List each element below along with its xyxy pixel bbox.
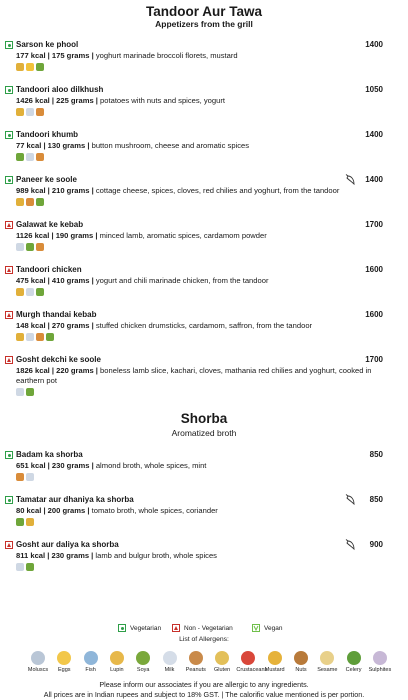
allergen-icon bbox=[36, 108, 44, 116]
allergen-icon bbox=[16, 108, 24, 116]
allergen-label: Fish bbox=[85, 667, 96, 673]
allergen-label: Eggs bbox=[58, 667, 71, 673]
allergen-label: Gluten bbox=[213, 667, 231, 673]
section-subtitle-tandoor: Appetizers from the grill bbox=[155, 19, 253, 29]
item-calories: 1126 kcal | 190 grams | bbox=[16, 231, 98, 240]
item-calories: 475 kcal | 410 grams | bbox=[16, 276, 94, 285]
eggs-icon bbox=[57, 651, 71, 665]
menu-item bbox=[5, 85, 405, 125]
milk-icon bbox=[163, 651, 177, 665]
menu-item bbox=[5, 130, 405, 170]
allergens-title: List of Allergens: bbox=[179, 636, 229, 643]
item-name: Tamatar aur dhaniya ka shorba bbox=[16, 495, 134, 504]
allergen-label: Crustaceans bbox=[236, 667, 268, 673]
allergen-icon bbox=[16, 518, 24, 526]
allergen-moluscs bbox=[26, 651, 50, 673]
allergen-label: Nuts bbox=[295, 667, 307, 673]
allergen-label: Sesame bbox=[317, 667, 338, 673]
item-price: 1400 bbox=[365, 175, 383, 184]
legend-nonveg bbox=[172, 624, 233, 632]
allergen-icon bbox=[36, 198, 44, 206]
item-calories: 1426 kcal | 225 grams | bbox=[16, 96, 98, 105]
nonveg-mark-icon bbox=[172, 624, 180, 632]
item-name: Tandoori chicken bbox=[16, 265, 82, 274]
item-calories: 77 kcal | 130 grams | bbox=[16, 141, 90, 150]
legend-nonveg-label: Non - Vegetarian bbox=[184, 624, 233, 632]
menu-item bbox=[5, 175, 405, 215]
item-allergen-icons bbox=[16, 153, 44, 162]
allergen-icon bbox=[26, 388, 34, 396]
allergen-icon bbox=[16, 563, 24, 571]
allergen-peanuts bbox=[184, 651, 208, 673]
allergen-label: Milk bbox=[164, 667, 175, 673]
allergen-icon bbox=[16, 63, 24, 71]
allergen-icon bbox=[16, 198, 24, 206]
allergen-soya bbox=[131, 651, 155, 673]
allergen-icon bbox=[16, 153, 24, 161]
allergen-label: Sulphites bbox=[368, 667, 392, 673]
item-ingredients: tomato broth, whole spices, coriander bbox=[89, 506, 218, 515]
item-price: 1700 bbox=[365, 355, 383, 364]
allergen-icon bbox=[46, 333, 54, 341]
nonveg-mark-icon bbox=[5, 311, 13, 319]
veg-mark-icon bbox=[5, 41, 13, 49]
soya-icon bbox=[136, 651, 150, 665]
nuts-icon bbox=[294, 651, 308, 665]
allergen-icon bbox=[16, 243, 24, 251]
allergen-crustaceans bbox=[236, 651, 268, 673]
allergen-lupin bbox=[105, 651, 129, 673]
item-name: Gosht dekchi ke soole bbox=[16, 355, 101, 364]
menu-item bbox=[5, 220, 405, 260]
item-name: Gosht aur daliya ka shorba bbox=[16, 540, 119, 549]
item-calories: 651 kcal | 230 grams | bbox=[16, 461, 94, 470]
item-description bbox=[16, 321, 401, 331]
item-ingredients: stuffed chicken drumsticks, cardamom, saffron, from the tandoor bbox=[93, 321, 313, 330]
legend-vegan bbox=[252, 624, 282, 632]
item-ingredients: boneless lamb slice, kachari, cloves, mathania red chilies and yoghurt, cooked in earthern pot bbox=[16, 366, 372, 385]
allergen-label: Soya bbox=[136, 667, 150, 673]
item-name: Sarson ke phool bbox=[16, 40, 79, 49]
allergen-sesame bbox=[315, 651, 339, 673]
nonveg-mark-icon bbox=[5, 356, 13, 364]
item-ingredients: almond broth, whole spices, mint bbox=[93, 461, 207, 470]
allergen-milk bbox=[158, 651, 182, 673]
mustard-icon bbox=[268, 651, 282, 665]
veg-mark-icon bbox=[5, 451, 13, 459]
item-price: 1600 bbox=[365, 265, 383, 274]
menu-item bbox=[5, 40, 405, 80]
footer-allergy-note: Please inform our associates if you are allergic to any ingredients. bbox=[99, 680, 309, 689]
allergen-icon bbox=[26, 473, 34, 481]
item-description bbox=[16, 461, 401, 471]
veg-mark-icon bbox=[5, 131, 13, 139]
allergen-label: Peanuts bbox=[185, 667, 206, 673]
item-allergen-icons bbox=[16, 288, 44, 297]
item-allergen-icons bbox=[16, 333, 54, 342]
allergen-icon bbox=[16, 288, 24, 296]
allergen-icon-row bbox=[0, 651, 408, 677]
allergen-icon bbox=[36, 243, 44, 251]
item-ingredients: yogurt and chili marinade chicken, from the tandoor bbox=[93, 276, 269, 285]
item-calories: 80 kcal | 200 grams | bbox=[16, 506, 90, 515]
allergen-icon bbox=[26, 333, 34, 341]
menu-item bbox=[5, 355, 405, 395]
allergen-icon bbox=[26, 288, 34, 296]
item-allergen-icons bbox=[16, 563, 34, 572]
allergen-sulphites bbox=[368, 651, 392, 673]
item-description bbox=[16, 186, 401, 196]
item-calories: 811 kcal | 230 grams | bbox=[16, 551, 94, 560]
item-calories: 177 kcal | 175 grams | bbox=[16, 51, 94, 60]
item-price: 1600 bbox=[365, 310, 383, 319]
item-description bbox=[16, 366, 401, 386]
vegan-mark-icon bbox=[252, 624, 260, 632]
sulphites-icon bbox=[373, 651, 387, 665]
veg-mark-icon bbox=[5, 86, 13, 94]
allergen-icon bbox=[26, 563, 34, 571]
item-allergen-icons bbox=[16, 243, 44, 252]
celery-icon bbox=[347, 651, 361, 665]
nonveg-mark-icon bbox=[5, 266, 13, 274]
item-calories: 989 kcal | 210 grams | bbox=[16, 186, 94, 195]
allergen-label: Moluscs bbox=[27, 667, 49, 673]
legend-vegan-label: Vegan bbox=[264, 624, 283, 632]
fish-icon bbox=[84, 651, 98, 665]
allergen-label: Mustard bbox=[264, 667, 285, 673]
item-price: 1400 bbox=[365, 40, 383, 49]
allergen-fish bbox=[79, 651, 103, 673]
veg-mark-icon bbox=[5, 496, 13, 504]
nonveg-mark-icon bbox=[5, 221, 13, 229]
item-description bbox=[16, 96, 401, 106]
item-price: 1400 bbox=[365, 130, 383, 139]
allergen-icon bbox=[36, 63, 44, 71]
allergen-icon bbox=[26, 153, 34, 161]
item-price: 1700 bbox=[365, 220, 383, 229]
allergen-icon bbox=[36, 333, 44, 341]
allergen-icon bbox=[36, 153, 44, 161]
allergen-icon bbox=[26, 243, 34, 251]
peanuts-icon bbox=[189, 651, 203, 665]
item-price: 1050 bbox=[365, 85, 383, 94]
allergen-gluten bbox=[210, 651, 234, 673]
item-allergen-icons bbox=[16, 388, 34, 397]
chili-icon bbox=[345, 493, 357, 505]
legend-veg-label: Vegetarian bbox=[130, 624, 162, 632]
item-name: Murgh thandai kebab bbox=[16, 310, 97, 319]
allergen-mustard bbox=[263, 651, 287, 673]
item-price: 850 bbox=[369, 450, 383, 459]
item-allergen-icons bbox=[16, 198, 44, 207]
item-price: 900 bbox=[369, 540, 383, 549]
item-ingredients: lamb and bulgur broth, whole spices bbox=[93, 551, 217, 560]
allergen-celery bbox=[342, 651, 366, 673]
gluten-icon bbox=[215, 651, 229, 665]
section-title-shorba: Shorba bbox=[180, 411, 228, 426]
allergen-icon bbox=[26, 518, 34, 526]
item-description bbox=[16, 551, 401, 561]
item-description bbox=[16, 231, 401, 241]
item-name: Tandoori aloo dilkhush bbox=[16, 85, 104, 94]
item-name: Badam ka shorba bbox=[16, 450, 83, 459]
item-calories: 148 kcal | 270 grams | bbox=[16, 321, 94, 330]
item-calories: 1826 kcal | 220 grams | bbox=[16, 366, 98, 375]
menu-item bbox=[5, 450, 405, 490]
menu-item bbox=[5, 540, 405, 580]
allergen-nuts bbox=[289, 651, 313, 673]
item-description bbox=[16, 276, 401, 286]
allergen-icon bbox=[36, 288, 44, 296]
item-name: Paneer ke soole bbox=[16, 175, 77, 184]
item-description bbox=[16, 141, 401, 151]
chili-icon bbox=[345, 173, 357, 185]
item-ingredients: minced lamb, aromatic spices, cardamom powder bbox=[97, 231, 267, 240]
sesame-icon bbox=[320, 651, 334, 665]
nonveg-mark-icon bbox=[5, 541, 13, 549]
section-title-tandoor: Tandoor Aur Tawa bbox=[145, 4, 262, 19]
item-description bbox=[16, 506, 401, 516]
allergen-icon bbox=[26, 108, 34, 116]
allergen-icon bbox=[16, 333, 24, 341]
allergen-icon bbox=[16, 473, 24, 481]
item-ingredients: potatoes with nuts and spices, yogurt bbox=[97, 96, 225, 105]
menu-item bbox=[5, 310, 405, 350]
item-ingredients: yoghurt marinade broccoli florets, mustard bbox=[93, 51, 238, 60]
allergen-icon bbox=[26, 198, 34, 206]
chili-icon bbox=[345, 538, 357, 550]
crustaceans-icon bbox=[241, 651, 255, 665]
item-ingredients: button mushroom, cheese and aromatic spices bbox=[89, 141, 250, 150]
lupin-icon bbox=[110, 651, 124, 665]
item-allergen-icons bbox=[16, 63, 44, 72]
item-allergen-icons bbox=[16, 108, 44, 117]
section-subtitle-shorba: Aromatized broth bbox=[171, 428, 237, 438]
menu-item bbox=[5, 495, 405, 535]
allergen-icon bbox=[16, 388, 24, 396]
moluscs-icon bbox=[31, 651, 45, 665]
allergen-label: Lupin bbox=[110, 667, 124, 673]
item-name: Galawat ke kebab bbox=[16, 220, 84, 229]
item-name: Tandoori khumb bbox=[16, 130, 79, 139]
item-description bbox=[16, 51, 401, 61]
item-ingredients: cottage cheese, spices, cloves, red chilies and yoghurt, from the tandoor bbox=[93, 186, 340, 195]
item-allergen-icons bbox=[16, 473, 34, 482]
menu-item bbox=[5, 265, 405, 305]
item-price: 850 bbox=[369, 495, 383, 504]
allergen-icon bbox=[26, 63, 34, 71]
allergen-eggs bbox=[52, 651, 76, 673]
footer-price-note: All prices are in Indian rupees and subject to 18% GST. | The calorific value mentioned is per portion. bbox=[43, 690, 365, 699]
allergen-label: Celery bbox=[345, 667, 362, 673]
item-allergen-icons bbox=[16, 518, 34, 527]
legend-veg bbox=[118, 624, 161, 632]
veg-mark-icon bbox=[118, 624, 126, 632]
veg-mark-icon bbox=[5, 176, 13, 184]
